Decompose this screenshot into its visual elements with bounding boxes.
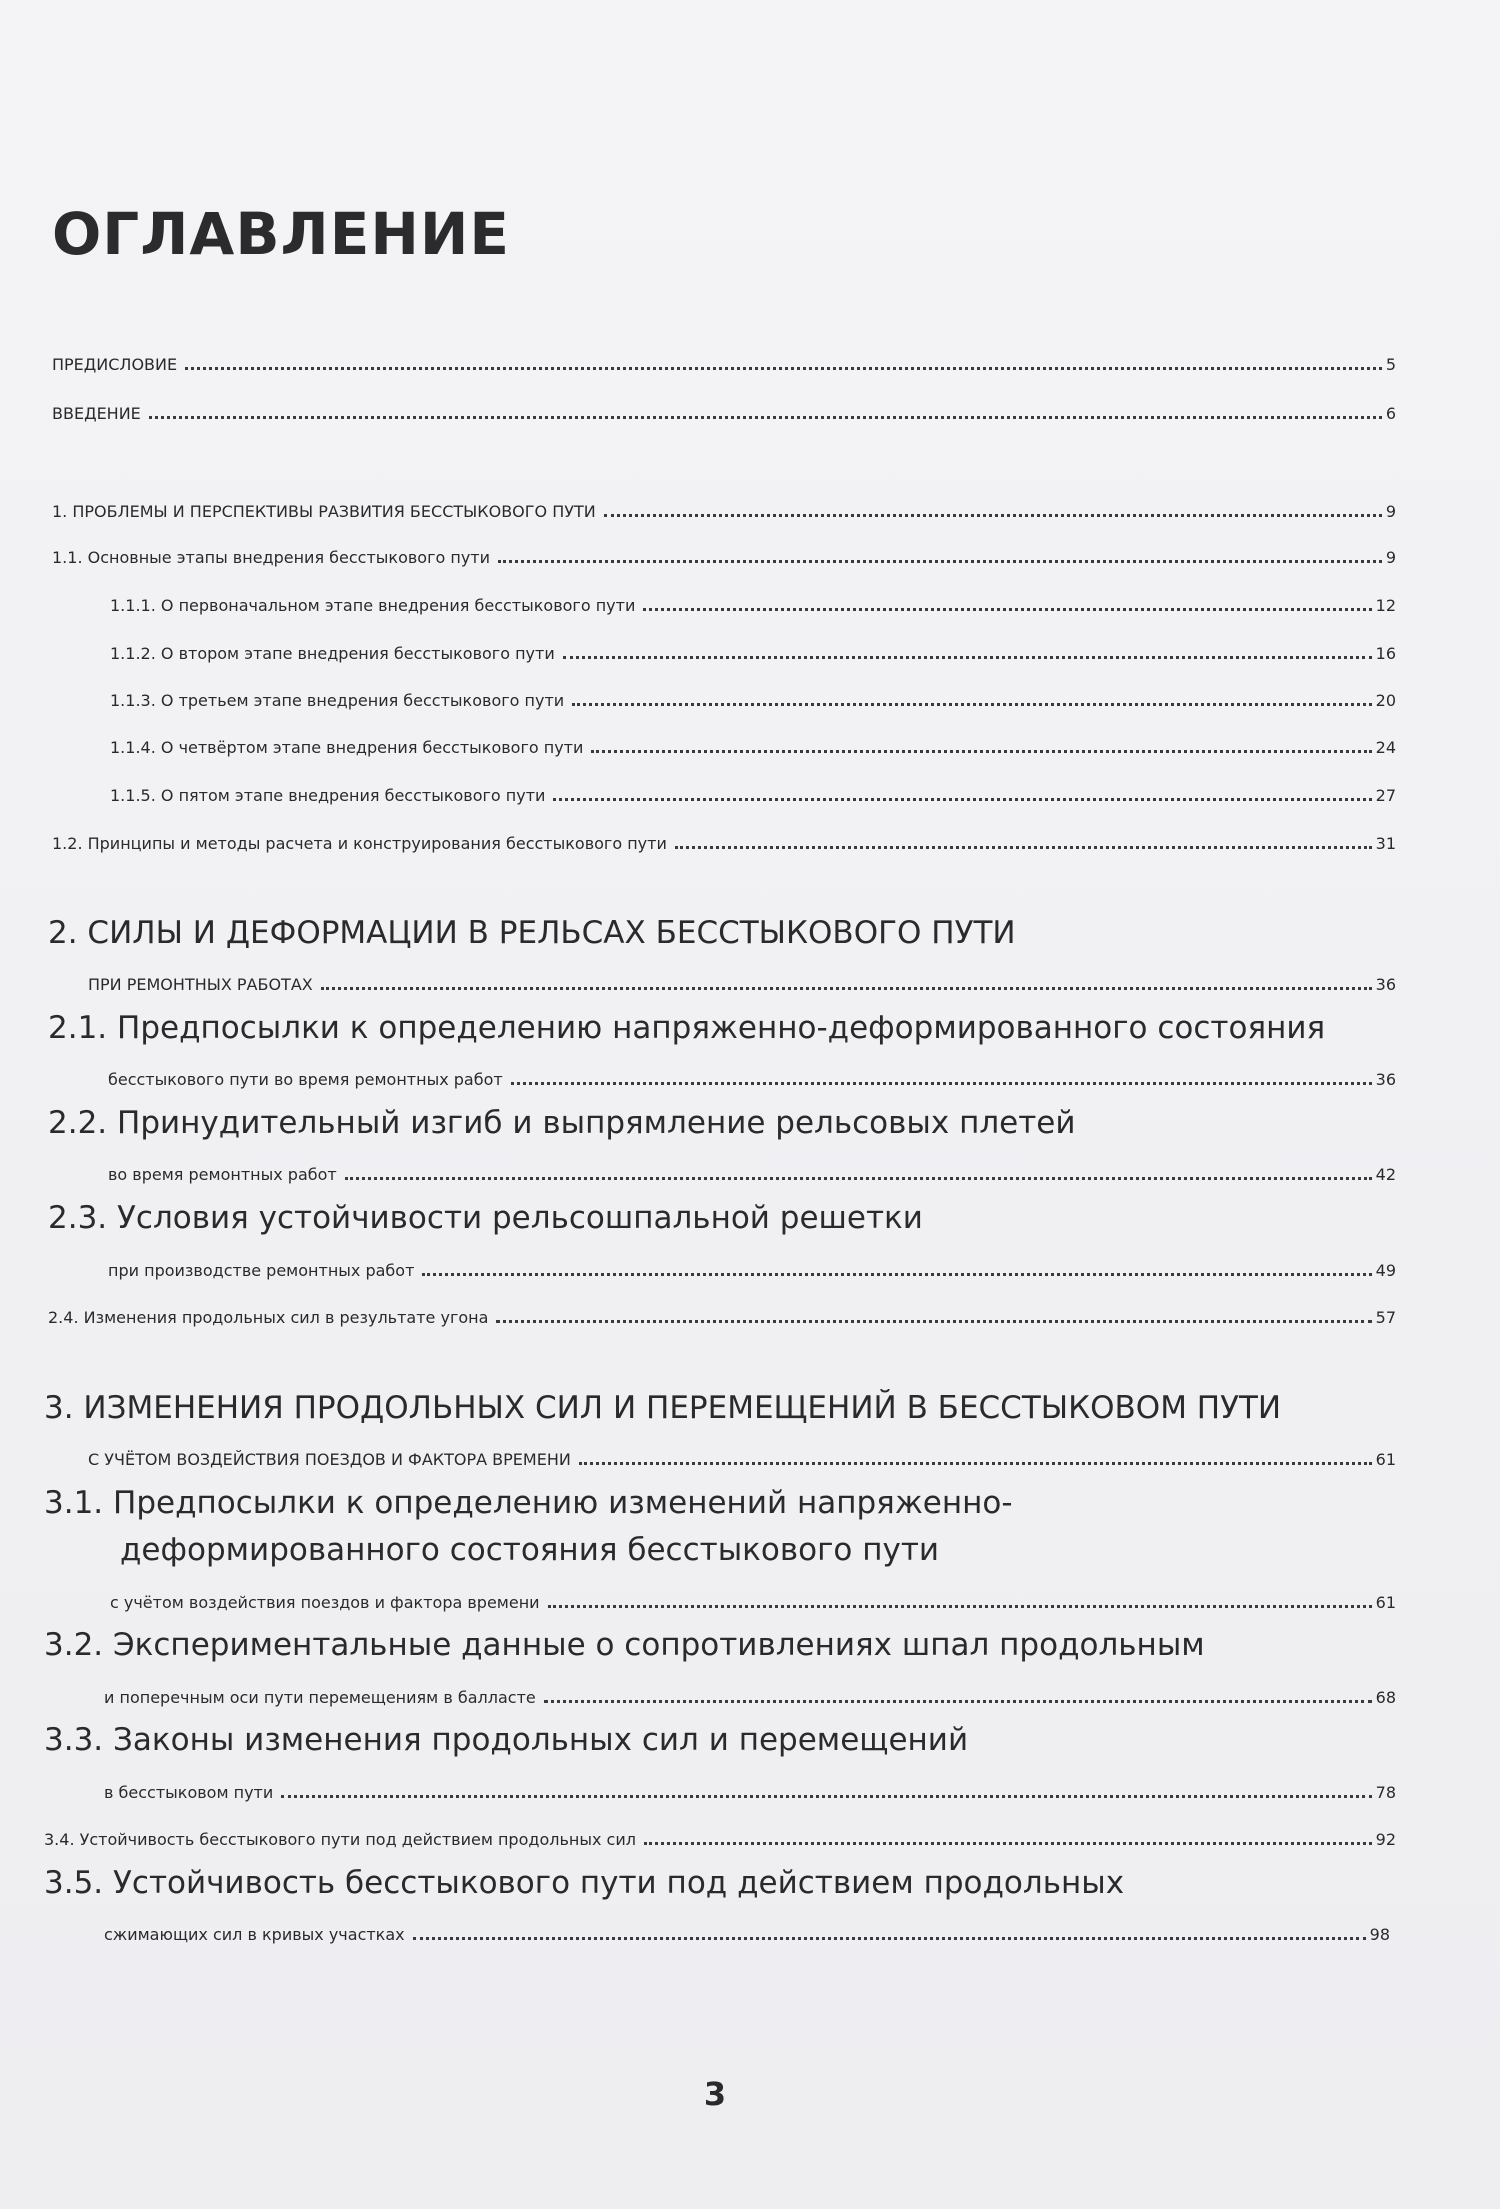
toc-entry-page: 78 bbox=[1375, 1783, 1396, 1802]
dot-leader bbox=[498, 530, 1382, 563]
toc-entry-line: 3.5. Устойчивость бесстыкового пути под действием продольных bbox=[44, 1865, 1125, 1901]
toc-entry bbox=[48, 1290, 1396, 1336]
toc-entry bbox=[108, 1147, 1396, 1193]
toc-entry bbox=[104, 1765, 1396, 1811]
toc-entry-page: 31 bbox=[1375, 834, 1396, 853]
toc-entry-text: 1.2. Принципы и методы расчета и конструирования бесстыкового пути bbox=[52, 834, 667, 853]
toc-entry bbox=[52, 530, 1396, 576]
toc-entry-page: 24 bbox=[1375, 738, 1396, 757]
toc-entry-text: 3.4. Устойчивость бесстыкового пути под действием продольных сил bbox=[44, 1830, 636, 1849]
toc-entry-text: и поперечным оси пути перемещениям в балласте bbox=[104, 1688, 536, 1707]
toc-entry bbox=[52, 337, 1396, 383]
toc-entry-text: 2.4. Изменения продольных сил в результате угона bbox=[48, 1308, 489, 1327]
toc-entry-page: 9 bbox=[1385, 548, 1396, 567]
toc-entry-line: 3.3. Законы изменения продольных сил и перемещений bbox=[44, 1722, 969, 1758]
toc-chapter bbox=[88, 957, 1396, 1003]
toc-entry-text: с учётом воздействия поездов и фактора времени bbox=[110, 1593, 540, 1612]
toc-entry-text: сжимающих сил в кривых участках bbox=[104, 1925, 405, 1944]
toc-entry-text: 1.1. Основные этапы внедрения бесстыкового пути bbox=[52, 548, 491, 567]
toc-chapter bbox=[52, 484, 1396, 530]
toc-entry-text: 1.1.3. О третьем этапе внедрения бесстыкового пути bbox=[110, 691, 565, 710]
toc-entry bbox=[110, 720, 1396, 766]
toc-entry-text: бесстыкового пути во время ремонтных работ bbox=[108, 1070, 503, 1089]
dot-leader bbox=[185, 337, 1382, 370]
toc-entry-text: 1.1.4. О четвёртом этапе внедрения бесстыкового пути bbox=[110, 738, 584, 757]
dot-leader bbox=[572, 673, 1371, 706]
toc-entry bbox=[52, 386, 1396, 432]
toc-entry-text: в бесстыковом пути bbox=[104, 1783, 274, 1802]
dot-leader bbox=[548, 1575, 1372, 1608]
toc-entry-page: 36 bbox=[1375, 975, 1396, 994]
dot-leader bbox=[413, 1907, 1366, 1940]
dot-leader bbox=[496, 1290, 1371, 1323]
toc-entry-line: 3.1. Предпосылки к определению изменений напряженно- bbox=[44, 1485, 1013, 1521]
toc-entry-page: 20 bbox=[1375, 691, 1396, 710]
page-title: ОГЛАВЛЕНИЕ bbox=[52, 200, 511, 268]
toc-entry bbox=[108, 1052, 1396, 1098]
toc-entry-page: 27 bbox=[1375, 786, 1396, 805]
toc-entry-page: 57 bbox=[1375, 1308, 1396, 1327]
toc-entry-text: ВВЕДЕНИЕ bbox=[52, 404, 141, 423]
toc-entry-page: 9 bbox=[1385, 502, 1396, 521]
toc-chapter-line: 2. СИЛЫ И ДЕФОРМАЦИИ В РЕЛЬСАХ БЕССТЫКОВОГО ПУТИ bbox=[48, 915, 1016, 951]
dot-leader bbox=[511, 1052, 1372, 1085]
dot-leader bbox=[553, 768, 1371, 801]
dot-leader bbox=[604, 484, 1382, 517]
toc-entry-page: 49 bbox=[1375, 1261, 1396, 1280]
toc-entry-text: во время ремонтных работ bbox=[108, 1165, 337, 1184]
dot-leader bbox=[422, 1243, 1371, 1276]
dot-leader bbox=[644, 1812, 1372, 1845]
dot-leader bbox=[643, 578, 1371, 611]
toc-entry bbox=[110, 673, 1396, 719]
toc-entry-text: 1.1.1. О первоначальном этапе внедрения бесстыкового пути bbox=[110, 596, 636, 615]
toc-entry-text: 1. ПРОБЛЕМЫ И ПЕРСПЕКТИВЫ РАЗВИТИЯ БЕССТЫКОВОГО ПУТИ bbox=[52, 502, 596, 521]
toc-entry-line: 2.2. Принудительный изгиб и выпрямление рельсовых плетей bbox=[48, 1105, 1076, 1141]
dot-leader bbox=[149, 386, 1382, 419]
dot-leader bbox=[544, 1670, 1372, 1703]
toc-entry bbox=[108, 1243, 1396, 1289]
toc-entry bbox=[104, 1670, 1396, 1716]
toc-entry-page: 42 bbox=[1375, 1165, 1396, 1184]
toc-entry-page: 36 bbox=[1375, 1070, 1396, 1089]
dot-leader bbox=[345, 1147, 1372, 1180]
toc-entry-line: 3.2. Экспериментальные данные о сопротивлениях шпал продольным bbox=[44, 1627, 1205, 1663]
toc-entry bbox=[110, 626, 1396, 672]
page-number: 3 bbox=[703, 2075, 727, 2113]
toc-entry-text: ПРЕДИСЛОВИЕ bbox=[52, 355, 178, 374]
toc-entry-text: С УЧЁТОМ ВОЗДЕЙСТВИЯ ПОЕЗДОВ И ФАКТОРА ВРЕМЕНИ bbox=[88, 1450, 571, 1469]
toc-entry-line: 2.3. Условия устойчивости рельсошпальной решетки bbox=[48, 1200, 923, 1236]
toc-entry-page: 61 bbox=[1375, 1450, 1396, 1469]
toc-entry-page: 6 bbox=[1385, 404, 1396, 423]
toc-entry-page: 98 bbox=[1369, 1925, 1390, 1944]
toc-entry bbox=[110, 578, 1396, 624]
toc-chapter-line: 3. ИЗМЕНЕНИЯ ПРОДОЛЬНЫХ СИЛ И ПЕРЕМЕЩЕНИЙ В БЕССТЫКОВОМ ПУТИ bbox=[44, 1390, 1282, 1426]
toc-chapter bbox=[88, 1432, 1396, 1478]
toc-entry bbox=[110, 768, 1396, 814]
toc-entry-page: 5 bbox=[1385, 355, 1396, 374]
dot-leader bbox=[579, 1432, 1372, 1465]
toc-entry-line: 2.1. Предпосылки к определению напряженно-деформированного состояния bbox=[48, 1010, 1326, 1046]
dot-leader bbox=[563, 626, 1372, 659]
dot-leader bbox=[591, 720, 1371, 753]
toc-entry-page: 68 bbox=[1375, 1688, 1396, 1707]
toc-entry-text: ПРИ РЕМОНТНЫХ РАБОТАХ bbox=[88, 975, 313, 994]
toc-entry-page: 92 bbox=[1375, 1830, 1396, 1849]
toc-entry bbox=[44, 1812, 1396, 1858]
toc-entry-text: при производстве ремонтных работ bbox=[108, 1261, 415, 1280]
toc-entry bbox=[110, 1575, 1396, 1621]
toc-entry-text: 1.1.2. О втором этапе внедрения бесстыкового пути bbox=[110, 644, 555, 663]
toc-entry-line: деформированного состояния бесстыкового пути bbox=[120, 1532, 940, 1568]
toc-entry bbox=[52, 816, 1396, 862]
toc-entry-text: 1.1.5. О пятом этапе внедрения бесстыкового пути bbox=[110, 786, 546, 805]
toc-entry-page: 16 bbox=[1375, 644, 1396, 663]
dot-leader bbox=[675, 816, 1372, 849]
dot-leader bbox=[281, 1765, 1371, 1798]
toc-entry bbox=[104, 1907, 1390, 1953]
dot-leader bbox=[321, 957, 1372, 990]
toc-entry-page: 12 bbox=[1375, 596, 1396, 615]
toc-entry-page: 61 bbox=[1375, 1593, 1396, 1612]
